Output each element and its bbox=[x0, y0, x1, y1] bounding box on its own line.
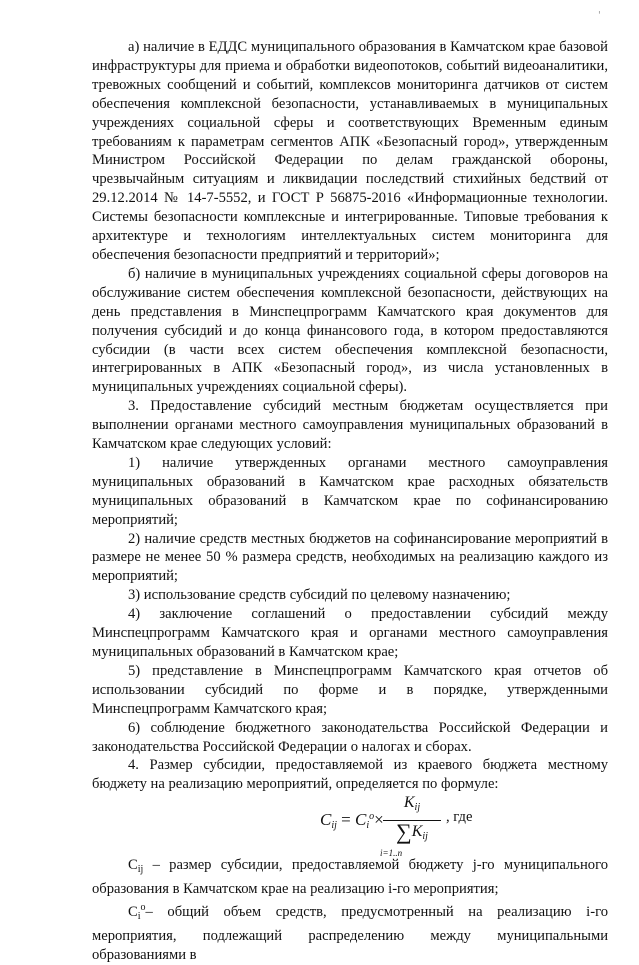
condition-5: 5) представление в Минспецпрограмм Камчатского края отчетов об использовании субсидий по форме и в порядке, утвержденными Минспецпрограмм Камчатского края; bbox=[92, 662, 608, 717]
formula-lhs: $C_{ij} = C_i^o\times$ bbox=[320, 810, 384, 832]
paragraph-3: 3. Предоставление субсидий местным бюджетам осуществляется при выполнении органами местного самоуправления муниципальных образований в Камчатском крае следующих условий: bbox=[92, 398, 608, 453]
condition-3: 3) использование средств субсидий по целевому назначению; bbox=[128, 587, 511, 604]
corner-mark: ' bbox=[598, 10, 601, 21]
condition-1: 1) наличие утвержденных органами местного самоуправления муниципальных образований в Камчатском крае расходных обязательств муниципальных образований в Камчатском крае по софинансированию мероприятий; bbox=[92, 454, 608, 528]
document-page bbox=[92, 38, 608, 965]
condition-2: 2) наличие средств местных бюджетов на софинансирование мероприятий в размере не менее 50 % размера средств, необходимых на реализацию каждого из мероприятий; bbox=[92, 530, 608, 585]
formula-denominator: $\sum K_{ij}$ bbox=[396, 819, 428, 845]
paragraph-a: а) наличие в ЕДДС муниципального образования в Камчатском крае базовой инфраструктуры для приема и обработки видеопотоков, событий видеоаналитики, тревожных сообщений и событий, комплексов мониторинга датчиков от систем обеспечения комплексной безопасности, устанавливаемых в муниципальных учреждениях социальной сферы и соответствующих Временным единым требованиям к параметрам сегментов АПК «Безопасный город», утвержденным Министром Российской Федерации по делам гражданской обороны, чрезвычайным ситуациям и ликвидации последствий стихийных бедствий от 29.12.2014 № 14-7-5552, и ГОСТ Р 56875-2016 «Информационные технологии. Системы безопасности комплексные и интегрированные. Типовые требования к архитектуре и технологиям интеллектуальных систем мониторинга для обеспечения безопасности предприятий и территорий»; bbox=[92, 39, 608, 263]
subsidy-formula bbox=[92, 794, 608, 859]
formula-numerator: $K_{ij}$ bbox=[403, 794, 421, 814]
formula-tail: , где bbox=[446, 809, 473, 826]
fraction-bar bbox=[383, 820, 441, 821]
definition-ci0: $C_i^o-$ общий объем средств, предусмотренный на реализацию i-го мероприятия, подлежащий распределению между муниципальными образованиями в bbox=[92, 902, 608, 963]
condition-4: 4) заключение соглашений о предоставлении субсидий между Минспецпрограмм Камчатского края и органами местного самоуправления муниципальных образований в Камчатском крае; bbox=[92, 606, 608, 660]
sum-limits: i=1..n bbox=[380, 848, 403, 859]
definition-cij: $C_{ij}$ – размер субсидии, предоставляемой бюджету j-го муниципального образования в Камчатском крае на реализацию i-го мероприятия; bbox=[92, 857, 608, 898]
paragraph-b: б) наличие в муниципальных учреждениях социальной сферы договоров на обслуживание систем обеспечения комплексной безопасности, действующих на день представления в Минспецпрограмм Камчатского края документов для получения субсидий и до конца финансового года, в котором предоставляются субсидии (в части всех систем обеспечения комплексной безопасности, интегрированных в АПК «Безопасный город», из числа установленных в муниципальных учреждениях социальной сферы). bbox=[92, 265, 608, 396]
formula-fraction bbox=[383, 794, 441, 847]
condition-6: 6) соблюдение бюджетного законодательства Российской Федерации и законодательства Российской Федерации о налогах и сборах. bbox=[92, 719, 608, 755]
paragraph-4: 4. Размер субсидии, предоставляемой из краевого бюджета местному бюджету на реализацию мероприятий, определяется по формуле: bbox=[92, 757, 608, 793]
